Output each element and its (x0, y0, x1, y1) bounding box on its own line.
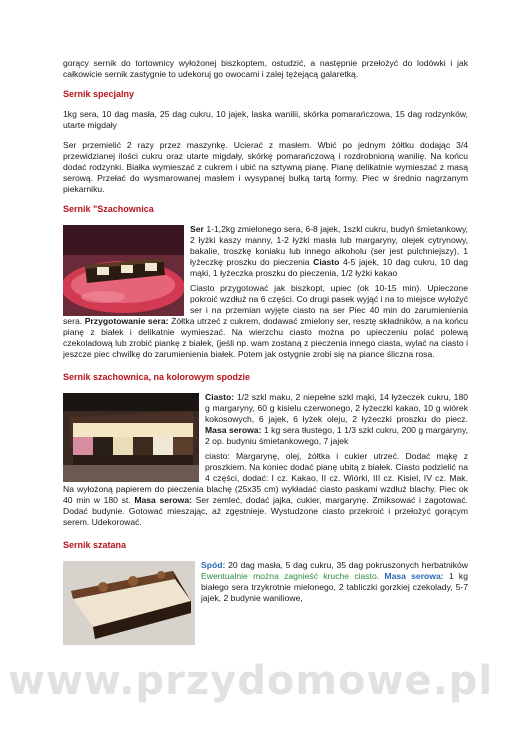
watermark: www.przydomowe.pl (8, 658, 494, 704)
spod-note: Ewentualnie można zagnieść kruche ciasto. (201, 571, 380, 581)
prep-label: Przygotowanie sera: (84, 316, 169, 326)
kolorowy-section (63, 392, 468, 528)
szachownica-method-text: Ciasto przygotować jak biszkopt, upiec (ok 10-15 min). Upieczone pokroić wzdłuż na 6 części. Co drugi pasek wyjąć i na to miejsce wyłożyć ser i na przemian wyjęte ciasto na ser Piec 40 min do zarumienienia sera. (63, 283, 468, 326)
szatana-masa-label: Masa serowa: (384, 571, 444, 581)
kolorowy-ciasto-text: 1/2 szkl maku, 2 niepełne szkl mąki, 14 łyżeczek cukru, 180 g margaryny, 60 g kisielu czerwonego, 2 łyżeczki kakao, 10 g wiórek kokosowych, 6 jajek, 6 łyżek oleju, 2 łyżeczki proszku do piecz. (205, 392, 468, 424)
szatana-cake-photo (63, 561, 195, 645)
section-title-szatana: Sernik szatana (63, 540, 127, 550)
section-title-szachownica: Sernik "Szachownica (63, 204, 154, 214)
kolorowy-method-text: ciasto: Margarynę, olej, żółtka i cukier utrzeć. Dodać mąkę z proszkiem. Na koniec dodać pianę ubitą z białek. Ciasto podzielić na 4 części, dodać: I cz. Kakao, II cz. Wiórki, III cz. Kisiel, IV cz. Mak. Na wyłożoną papierem do pieczenia blachę (25x35 cm) wykładać ciasto paskami wzdłuż blachy. Piec ok 40 min w 180 st. (63, 451, 468, 505)
szatana-section (63, 560, 468, 604)
section-title-specjalny: Sernik specjalny (63, 89, 135, 99)
szachownica-cake-photo (63, 225, 184, 316)
kolorowy-masa-label: Masa serowa: (205, 425, 262, 435)
kolorowy-method-masa-label: Masa serowa: (134, 495, 192, 505)
ciasto-label: Ciasto (313, 257, 340, 267)
spod-label: Spód: (201, 560, 226, 570)
prep-text: Żółtka utrzeć z cukrem, dodawać zmielony ser, resztę składników, a na końcu pianę z białek i delikatnie wymieszać. Na wierzchu ciasto można po upieczeniu polać polewą czekoladową lub zrobić piankę z białek, (jeśli np. wam zostaną z pieczenia innego ciasta, wylać na ciasto i jeszcze piec chwilkę do zarumienienia białek. Potem jak ostygnie zrobi się na piance śliczna rosa. (63, 316, 468, 359)
ser-label: Ser (190, 224, 204, 234)
kolorowy-cake-photo (63, 393, 199, 482)
szatana-masa-text: 1 kg białego sera trzykrotnie mielonego, 2 tabliczki gorzkiej czekolady, 5-7 jajek, 2 budynie waniliowe, (201, 571, 468, 603)
kolorowy-method-masa-text: Ser zemleć, dodać jajka, cukier, margarynę. Zmiksować i zagotować. Dodać budynie. Gotować mieszając, aż zgęstnieje. Wystudzone ciasto przekroić i przełożyć gorącym serem. Udekorować. (63, 495, 469, 527)
ser-text: 1-1,2kg zmielonego sera, 6-8 jajek, 1szkl cukru, budyń śmietankowy, 2 łyżki kaszy manny, 1-2 łyżki masła lub margaryny, olejek cytrynowy, bakalie, troszkę koniaku lub innego alkoholu (ser jest pulchniejszy), 1 łyżeczkę proszku do pieczenia (190, 224, 469, 267)
specjalny-method: Ser przemielić 2 razy przez maszynkę. Ucierać z masłem. Wbić po jednym żółtku dodając 3/4 przewidzianej ilości cukru oraz utarte migdały, skórkę pomarańczową i rozdrobnioną wanilię. Na końcu dodać rodzynki. Białka wymieszać z cukrem i ubić na sztywną pianę. Pianę delikatnie wymieszać z masą serową. Przełać do wysmarowanej masłem i wysypanej bułką tartą formy. Piec w średnio nagrzanym piekarniku. (63, 140, 468, 194)
section-title-kolorowy: Sernik szachownica, na kolorowym spodzie (63, 372, 251, 382)
intro-paragraph: gorący sernik do tortownicy wyłożonej biszkoptem, ostudzić, a następnie przełożyć do lodówki i jak całkowicie sernik zastygnie to udekoruj go owocami i zalej tężejącą galaretką. (63, 58, 468, 79)
document-page (63, 58, 468, 645)
spod-text: 20 dag masła, 5 dag cukru, 35 dag pokruszonych herbatników (228, 560, 469, 570)
szachownica-section (63, 224, 468, 360)
ciasto-text: 4-5 jajek, 10 dag cukru, 10 dag mąki, 1 łyżeczka proszku do pieczenia, 1/2 łyżki kakao (190, 257, 469, 278)
kolorowy-ciasto-label: Ciasto: (205, 392, 235, 402)
kolorowy-masa-text: 1 kg sera tłustego, 1 1/3 szkl cukru, 200 g margaryny, 2 op. budyniu śmietankowego, 7 jajek (205, 425, 469, 446)
specjalny-ingredients: 1kg sera, 10 dag masła, 25 dag cukru, 10 jajek, laska wanilii, skórka pomarańczowa, 15 dag rodzynków, utarte migdały (63, 109, 468, 130)
